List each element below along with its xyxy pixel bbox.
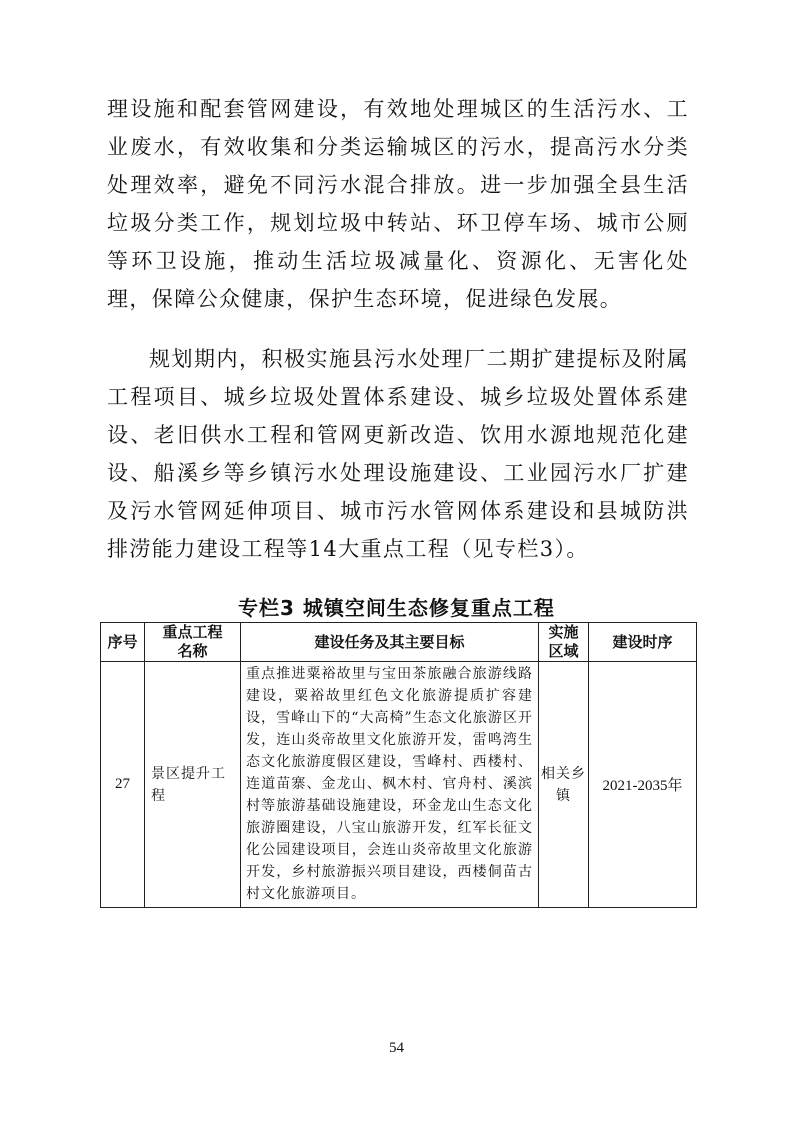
header-name: 重点工程名称	[145, 623, 241, 662]
row-task-description: 重点推进粟裕故里与宝田茶旅融合旅游线路建设，粟裕故里红色文化旅游提质扩容建设，雪峰山下的“大高椅”生态文化旅游区开发，连山炎帝故里文化旅游开发，雷鸣湾生态文化旅游度假区建设，雪峰村、西楼村、连道苗寨、金龙山、枫木村、官舟村、溪滨村等旅游基础设施建设，环金龙山生态文化旅游圈建设，八宝山旅游开发，红军长征文化公园建设项目，会连山炎帝故里文化旅游开发，乡村旅游振兴项目建设，西楼侗苗古村文化旅游项目。	[241, 662, 539, 908]
body-paragraph-2: 规划期内，积极实施县污水处理厂二期扩建提标及附属工程项目、城乡垃圾处置体系建设、城乡垃圾处置体系建设、老旧供水工程和管网更新改造、饮用水源地规范化建设、船溪乡等乡镇污水处理设施建设、工业园污水厂扩建及污水管网延伸项目、城市污水管网体系建设和县城防洪排涝能力建设工程等14大重点工程（见专栏3）。	[107, 347, 689, 561]
page-number: 54	[389, 1040, 404, 1056]
row-project-name: 景区提升工程	[145, 662, 241, 908]
body-paragraph-1: 理设施和配套管网建设，有效地处理城区的生活污水、工业废水，有效收集和分类运输城区的污水，提高污水分类处理效率，避免不同污水混合排放。进一步加强全县生活垃圾分类工作，规划垃圾中转站、环卫停车场、城市公厕等环卫设施，推动生活垃圾减量化、资源化、无害化处理，保障公众健康，保护生态环境，促进绿色发展。	[107, 97, 689, 311]
row-index: 27	[101, 662, 145, 908]
table-header-row	[101, 623, 697, 662]
header-region: 实施区域	[539, 623, 589, 662]
header-period: 建设时序	[589, 623, 697, 662]
table-caption: 专栏3 城镇空间生态修复重点工程	[238, 596, 555, 620]
table-row	[101, 662, 697, 908]
row-region: 相关乡镇	[539, 662, 589, 908]
projects-table	[100, 622, 697, 908]
header-task: 建设任务及其主要目标	[241, 623, 539, 662]
row-period: 2021-2035年	[589, 662, 697, 908]
header-index: 序号	[101, 623, 145, 662]
